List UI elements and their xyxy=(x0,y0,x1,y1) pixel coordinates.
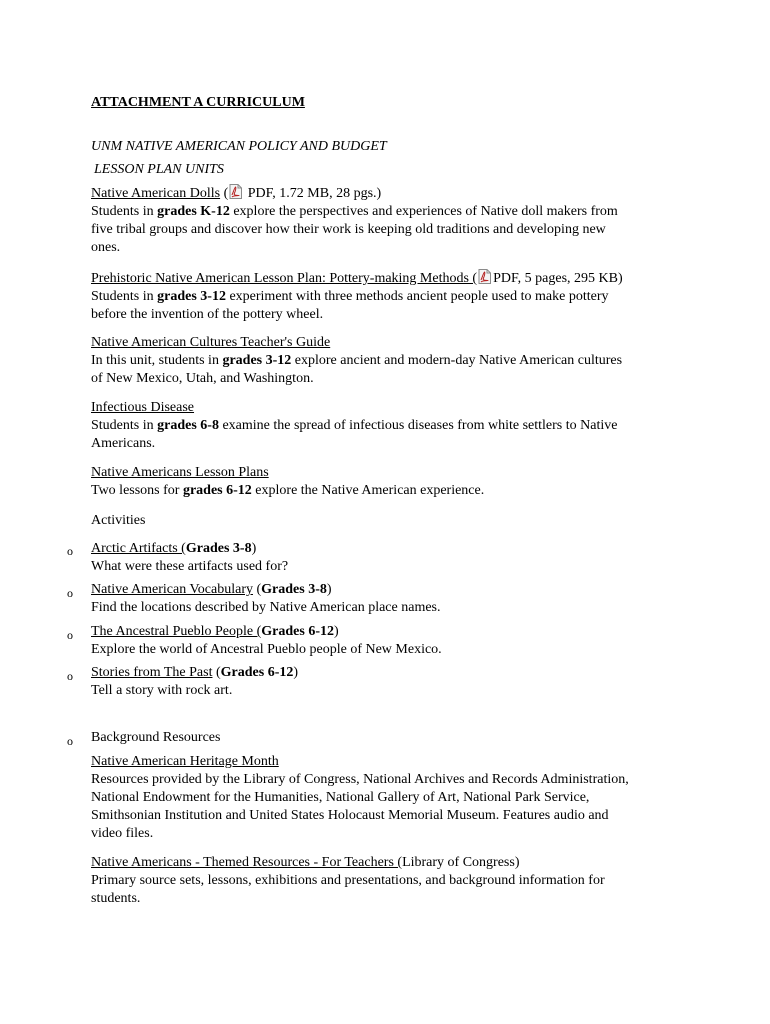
pdf-info: PDF, 1.72 MB, 28 pgs.) xyxy=(244,186,382,201)
paren: ) xyxy=(293,665,299,680)
pdf-info: PDF, 5 pages, 295 KB) xyxy=(493,271,623,286)
background-heading: Background Resources xyxy=(91,730,221,745)
desc-text: experiment with three methods ancient people used to make pottery xyxy=(225,289,609,304)
unit-pottery-making xyxy=(91,269,691,324)
resource-heritage-month xyxy=(91,753,691,843)
activity-link[interactable]: Native American Vocabulary xyxy=(91,582,253,597)
bullet-marker: o xyxy=(67,734,73,748)
paren: ) xyxy=(251,541,257,556)
resource-desc: Smithsonian Institution and United States Holocaust Memorial Museum. Features audio and xyxy=(91,808,609,823)
document-title: ATTACHMENT A CURRICULUM xyxy=(91,95,305,110)
grades: Grades 6-12 xyxy=(220,665,294,680)
desc-text: explore ancient and modern-day Native American cultures xyxy=(291,353,623,368)
desc-text: examine the spread of infectious diseases from white settlers to Native xyxy=(218,418,618,433)
paren: ( xyxy=(212,665,221,680)
bullet-marker: o xyxy=(67,586,73,600)
desc-text: Students in xyxy=(91,289,158,304)
unit-link[interactable]: Prehistoric Native American Lesson Plan: Pottery-making Methods ( xyxy=(91,271,478,286)
activity-link[interactable]: Arctic Artifacts ( xyxy=(91,541,186,556)
subtitle-policy: UNM NATIVE AMERICAN POLICY AND BUDGET xyxy=(91,139,387,154)
grades: Grades 3-8 xyxy=(261,582,327,597)
resource-desc: Resources provided by the Library of Congress, National Archives and Records Administration, xyxy=(91,772,629,787)
activity-stories-past xyxy=(91,664,691,700)
desc-text: five tribal groups and discover how their work is keeping old traditions and developing new xyxy=(91,222,606,237)
activity-arctic-artifacts xyxy=(91,540,691,576)
subtitle-units: LESSON PLAN UNITS xyxy=(94,162,224,177)
grades: grades K-12 xyxy=(157,204,230,219)
bullet-marker: o xyxy=(67,544,73,558)
unit-lesson-plans xyxy=(91,464,691,500)
unit-link[interactable]: Native Americans Lesson Plans xyxy=(91,465,269,480)
grades: grades 3-12 xyxy=(222,353,292,368)
desc-text: explore the perspectives and experiences of Native doll makers from xyxy=(229,204,618,219)
resource-link[interactable]: Native American Heritage Month xyxy=(91,754,279,769)
unit-infectious-disease xyxy=(91,399,691,453)
paren: ) xyxy=(326,582,332,597)
bullet-marker: o xyxy=(67,628,73,642)
desc-text: of New Mexico, Utah, and Washington. xyxy=(91,371,314,386)
resource-desc: students. xyxy=(91,891,141,906)
resource-source: Library of Congress) xyxy=(402,855,520,870)
resource-desc: video files. xyxy=(91,826,154,841)
activity-link[interactable]: Stories from The Past xyxy=(91,665,213,680)
resource-link[interactable]: Native Americans - Themed Resources - For Teachers ( xyxy=(91,855,403,870)
desc-text: explore the Native American experience. xyxy=(251,483,485,498)
desc-text: ones. xyxy=(91,240,121,255)
pdf-file-icon xyxy=(478,269,491,284)
activity-vocabulary xyxy=(91,581,691,617)
grades: grades 3-12 xyxy=(157,289,226,304)
activity-desc: Find the locations described by Native American place names. xyxy=(91,600,441,615)
unit-link[interactable]: Native American Cultures Teacher's Guide xyxy=(91,335,331,350)
activity-ancestral-pueblo xyxy=(91,623,691,659)
desc-text: In this unit, students in xyxy=(91,353,223,368)
desc-text: Two lessons for xyxy=(91,483,183,498)
activity-desc: Explore the world of Ancestral Pueblo people of New Mexico. xyxy=(91,642,442,657)
resource-desc: Primary source sets, lessons, exhibitions and presentations, and background information for xyxy=(91,873,605,888)
pdf-file-icon xyxy=(229,184,242,199)
desc-text: Students in xyxy=(91,418,158,433)
bullet-marker: o xyxy=(67,669,73,683)
paren: ) xyxy=(334,624,339,639)
unit-native-american-dolls xyxy=(91,184,691,257)
grades: Grades 6-12 xyxy=(261,624,335,639)
unit-cultures-guide xyxy=(91,334,691,388)
desc-text: Americans. xyxy=(91,436,156,451)
desc-text: before the invention of the pottery wheel. xyxy=(91,307,324,322)
unit-link[interactable]: Infectious Disease xyxy=(91,400,195,415)
activity-desc: Tell a story with rock art. xyxy=(91,683,233,698)
grades: grades 6-8 xyxy=(157,418,219,433)
grades: Grades 3-8 xyxy=(185,541,252,556)
activity-link[interactable]: The Ancestral Pueblo People ( xyxy=(91,624,262,639)
paren: ( xyxy=(252,582,262,597)
activities-heading: Activities xyxy=(91,513,146,528)
unit-paren: ( xyxy=(220,186,229,201)
unit-link[interactable]: Native American Dolls xyxy=(91,186,221,201)
resource-themed-teachers xyxy=(91,854,691,908)
grades: grades 6-12 xyxy=(182,483,252,498)
activity-desc: What were these artifacts used for? xyxy=(91,559,289,574)
resource-desc: National Endowment for the Humanities, National Gallery of Art, National Park Service, xyxy=(91,790,590,805)
desc-text: Students in xyxy=(91,204,158,219)
